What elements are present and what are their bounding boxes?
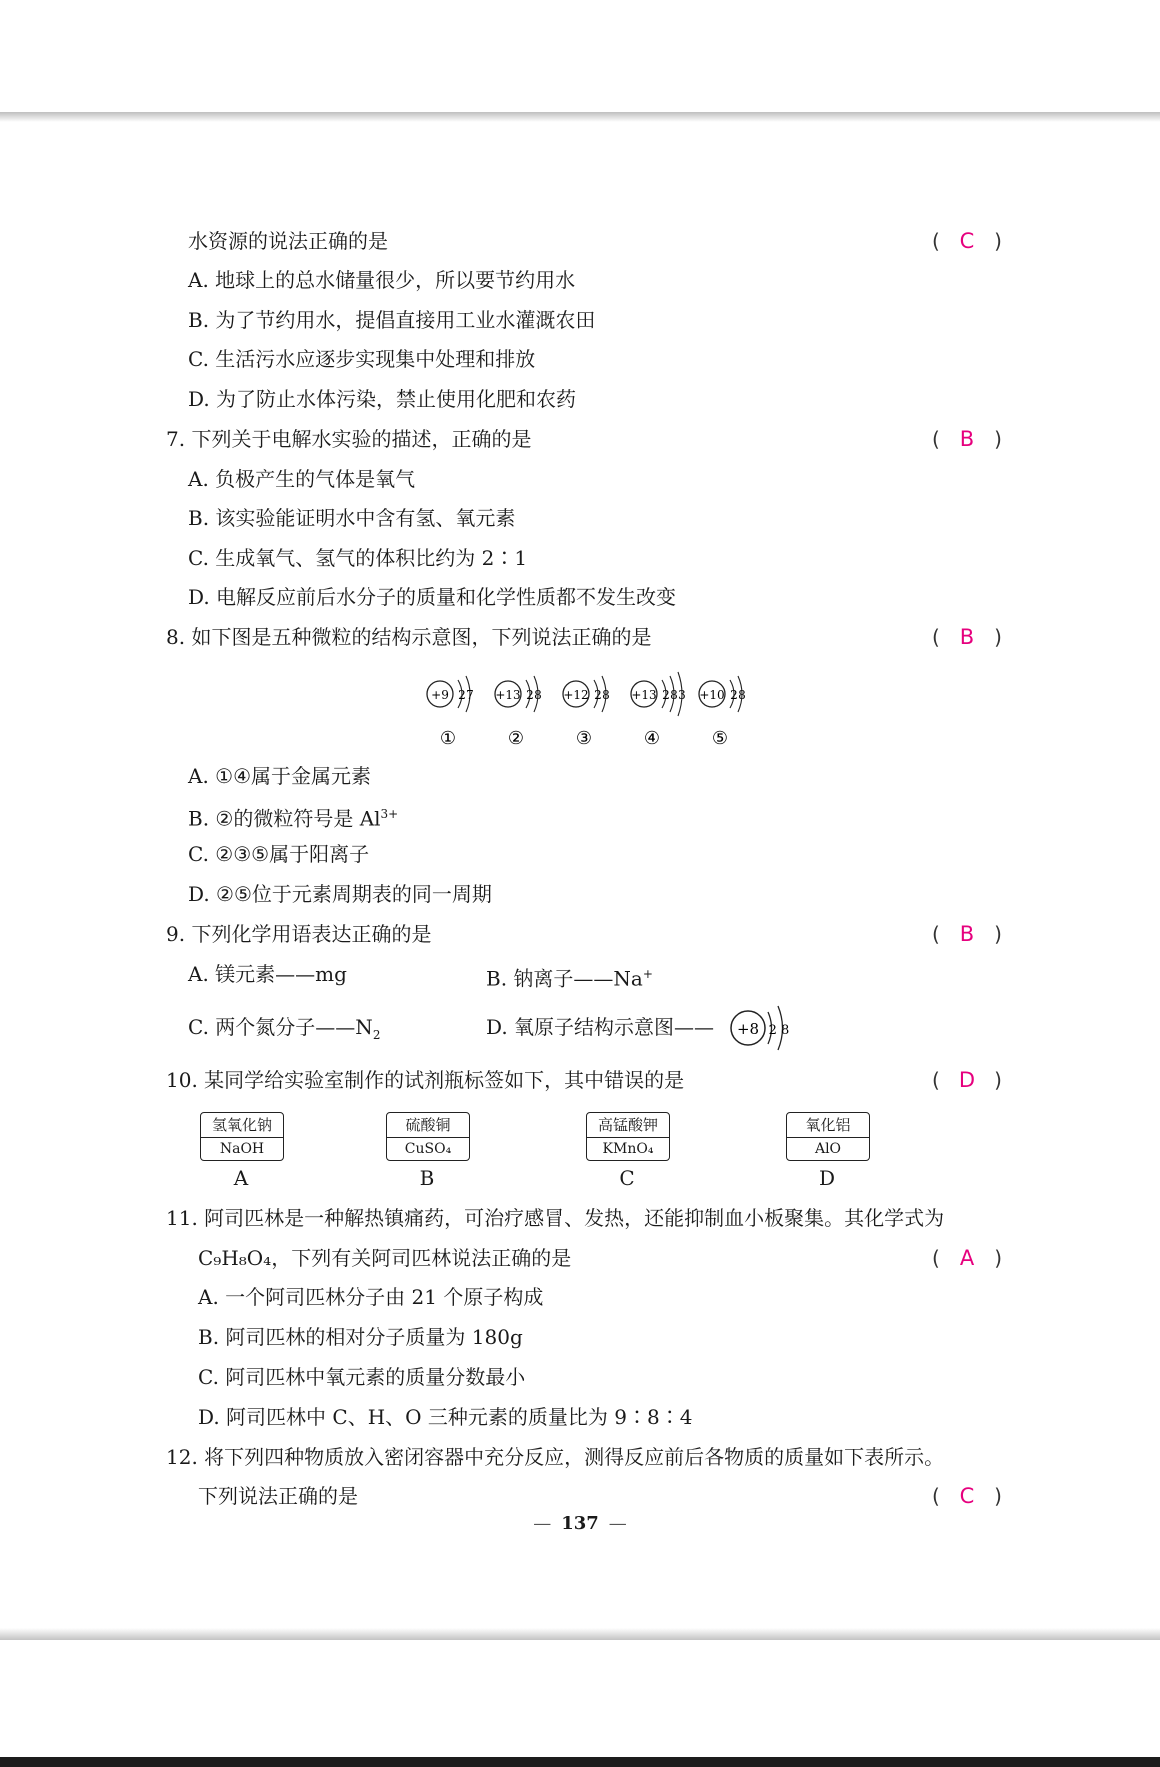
electron-count: 8 bbox=[670, 688, 678, 702]
q11-option-a: A. 一个阿司匹林分子由 21 个原子构成 bbox=[198, 1285, 544, 1309]
answer-value: B bbox=[959, 625, 975, 649]
page-bottom-shadow bbox=[0, 1628, 1160, 1640]
electron-count: 8 bbox=[602, 688, 610, 702]
q11-stem-line2: C₉H₈O₄，下列有关阿司匹林说法正确的是 bbox=[198, 1246, 572, 1270]
q12-answer bbox=[932, 1484, 1002, 1508]
electron-count: 3 bbox=[678, 688, 686, 702]
q6-option-b: B. 为了节约用水，提倡直接用工业水灌溉农田 bbox=[188, 308, 596, 332]
label-name: 硫酸铜 bbox=[387, 1113, 469, 1138]
paren-open: ( bbox=[932, 229, 940, 253]
particle-label: ① bbox=[439, 728, 457, 749]
answer-value: C bbox=[959, 229, 975, 253]
nucleus-charge: +13 bbox=[631, 688, 657, 702]
dash-right: — bbox=[608, 1513, 627, 1534]
dash-left: — bbox=[533, 1513, 552, 1534]
answer-value: D bbox=[958, 1068, 976, 1092]
q6-option-a: A. 地球上的总水储量很少，所以要节约用水 bbox=[188, 268, 576, 292]
answer-value: B bbox=[959, 922, 975, 946]
q7-option-c: C. 生成氧气、氢气的体积比约为 2∶1 bbox=[188, 546, 528, 570]
q7-answer bbox=[932, 427, 1002, 451]
page-number-value: 137 bbox=[561, 1513, 599, 1534]
q8-option-b-text: B. ②的微粒符号是 Al bbox=[188, 806, 381, 831]
q6-stem: 水资源的说法正确的是 bbox=[188, 229, 388, 253]
q8-option-d: D. ②⑤位于元素周期表的同一周期 bbox=[188, 882, 492, 906]
q9-option-d-text: D. 氧原子结构示意图—— bbox=[486, 1015, 715, 1039]
paren-close: ) bbox=[994, 1246, 1002, 1270]
nucleus-charge: +12 bbox=[563, 688, 589, 702]
nucleus-charge: +9 bbox=[431, 688, 449, 702]
paren-open: ( bbox=[932, 1068, 940, 1092]
label-formula: CuSO₄ bbox=[404, 1141, 452, 1157]
charge-superscript: 3+ bbox=[380, 807, 399, 821]
q7-option-d: D. 电解反应前后水分子的质量和化学性质都不发生改变 bbox=[188, 585, 677, 609]
q9-option-b bbox=[486, 962, 653, 991]
paren-close: ) bbox=[994, 229, 1002, 253]
q8-option-c: C. ②③⑤属于阳离子 bbox=[188, 842, 370, 866]
particle-diagram bbox=[631, 672, 686, 749]
q11-option-b: B. 阿司匹林的相对分子质量为 180g bbox=[198, 1325, 523, 1349]
electron-count: 7 bbox=[466, 688, 474, 702]
q12-stem-line2: 下列说法正确的是 bbox=[198, 1484, 358, 1508]
reagent-label bbox=[200, 1112, 284, 1161]
page-number bbox=[0, 1513, 1160, 1534]
q6-option-c: C. 生活污水应逐步实现集中处理和排放 bbox=[188, 347, 536, 371]
reagent-label bbox=[786, 1112, 870, 1161]
q7-option-b: B. 该实验能证明水中含有氢、氧元素 bbox=[188, 506, 516, 530]
paren-close: ) bbox=[994, 427, 1002, 451]
electron-counts: 2 8 bbox=[768, 1023, 790, 1038]
q9-option-a: A. 镁元素——mg bbox=[188, 962, 347, 986]
q8-stem: 8. 如下图是五种微粒的结构示意图，下列说法正确的是 bbox=[166, 625, 652, 649]
nucleus-charge: +8 bbox=[736, 1020, 760, 1038]
reagent-label bbox=[386, 1112, 470, 1161]
electron-count: 2 bbox=[662, 688, 670, 702]
particle-diagram bbox=[563, 676, 610, 749]
paren-close: ) bbox=[994, 625, 1002, 649]
particle-label: ② bbox=[507, 728, 525, 749]
answer-value: B bbox=[959, 427, 975, 451]
electron-count: 2 bbox=[594, 688, 602, 702]
q11-stem-line1: 11. 阿司匹林是一种解热镇痛药，可治疗感冒、发热，还能抑制血小板聚集。其化学式为 bbox=[166, 1206, 945, 1230]
q6-answer bbox=[932, 229, 1002, 253]
label-letter: A bbox=[233, 1166, 249, 1190]
q11-answer bbox=[932, 1246, 1002, 1270]
particle-diagram bbox=[427, 676, 474, 749]
answer-value: A bbox=[959, 1246, 975, 1270]
reagent-label bbox=[586, 1112, 670, 1161]
q9-option-d bbox=[486, 1015, 714, 1039]
electron-count: 2 bbox=[458, 688, 466, 702]
q11-option-d: D. 阿司匹林中 C、H、O 三种元素的质量比为 9∶8∶4 bbox=[198, 1405, 693, 1429]
label-letter: B bbox=[419, 1166, 435, 1190]
electron-count: 8 bbox=[738, 688, 746, 702]
label-formula: KMnO₄ bbox=[602, 1141, 654, 1157]
label-name: 氢氧化钠 bbox=[201, 1113, 283, 1138]
q7-stem: 7. 下列关于电解水实验的描述，正确的是 bbox=[166, 427, 532, 451]
particle-diagram bbox=[699, 676, 746, 749]
particle-label: ④ bbox=[643, 728, 661, 749]
paren-close: ) bbox=[994, 1484, 1002, 1508]
q9-option-c bbox=[188, 1015, 380, 1047]
label-letter: C bbox=[619, 1166, 635, 1190]
particle-label: ⑤ bbox=[711, 728, 729, 749]
electron-count: 2 bbox=[526, 688, 534, 702]
q9-answer bbox=[932, 922, 1002, 946]
q10-stem: 10. 某同学给实验室制作的试剂瓶标签如下，其中错误的是 bbox=[166, 1068, 685, 1092]
q8-option-a: A. ①④属于金属元素 bbox=[188, 764, 372, 788]
reagent-labels bbox=[150, 1112, 900, 1192]
paren-close: ) bbox=[994, 922, 1002, 946]
label-name: 氧化铝 bbox=[787, 1113, 869, 1138]
q9-stem: 9. 下列化学用语表达正确的是 bbox=[166, 922, 432, 946]
subscript: 2 bbox=[372, 1028, 381, 1042]
particle-diagram bbox=[495, 676, 542, 749]
paren-open: ( bbox=[932, 1246, 940, 1270]
nucleus-charge: +13 bbox=[495, 688, 521, 702]
paren-open: ( bbox=[932, 427, 940, 451]
label-name: 高锰酸钾 bbox=[587, 1113, 669, 1138]
q8-answer bbox=[932, 625, 1002, 649]
q7-option-a: A. 负极产生的气体是氧气 bbox=[188, 467, 416, 491]
nucleus-charge: +10 bbox=[699, 688, 725, 702]
particle-structure-diagrams bbox=[420, 668, 760, 750]
q6-option-d: D. 为了防止水体污染，禁止使用化肥和农药 bbox=[188, 387, 577, 411]
q9-option-b-text: B. 钠离子——Na bbox=[486, 966, 643, 991]
label-formula: AlO bbox=[814, 1141, 842, 1157]
charge-superscript: + bbox=[642, 967, 653, 981]
oxygen-atom-diagram bbox=[728, 1000, 798, 1056]
q12-stem-line1: 12. 将下列四种物质放入密闭容器中充分反应，测得反应前后各物质的质量如下表所示。 bbox=[166, 1445, 945, 1469]
particle-label: ③ bbox=[575, 728, 593, 749]
q9-option-c-text: C. 两个氮分子——N bbox=[188, 1015, 373, 1039]
q11-option-c: C. 阿司匹林中氧元素的质量分数最小 bbox=[198, 1365, 526, 1389]
q10-answer bbox=[932, 1068, 1002, 1092]
paren-open: ( bbox=[932, 1484, 940, 1508]
page-top-shadow bbox=[0, 112, 1160, 122]
label-letter: D bbox=[818, 1166, 836, 1190]
paren-close: ) bbox=[994, 1068, 1002, 1092]
q8-option-b bbox=[188, 802, 398, 831]
bottom-bar bbox=[0, 1757, 1160, 1767]
paren-open: ( bbox=[932, 625, 940, 649]
electron-count: 8 bbox=[534, 688, 542, 702]
answer-value: C bbox=[959, 1484, 975, 1508]
label-formula: NaOH bbox=[219, 1141, 265, 1157]
paren-open: ( bbox=[932, 922, 940, 946]
electron-count: 2 bbox=[730, 688, 738, 702]
